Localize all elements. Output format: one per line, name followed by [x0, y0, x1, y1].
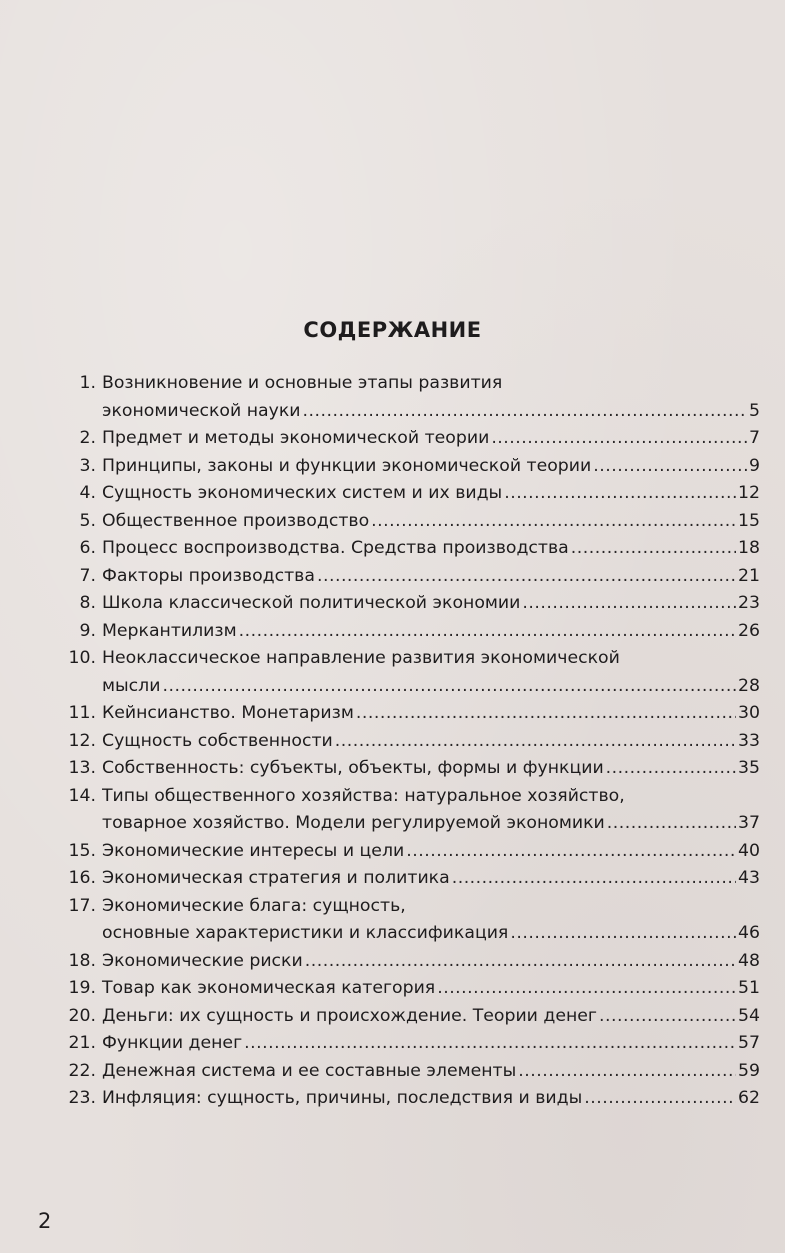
dot-leader	[504, 480, 736, 508]
dot-leader	[371, 508, 736, 536]
toc-entry-title-line: Общественное производство	[102, 510, 370, 531]
toc-entry-number: 22.	[68, 1060, 96, 1081]
toc-entry-title-line: Экономическая стратегия и политика	[102, 868, 450, 888]
dot-leader	[510, 920, 736, 948]
toc-entry-page: 57	[738, 1033, 760, 1053]
dot-leader	[593, 453, 747, 481]
toc-entry-title-line: Экономические риски	[102, 950, 303, 971]
toc-entry-number: 11.	[68, 703, 96, 723]
toc-entry	[45, 755, 760, 783]
page-number: 2	[38, 1209, 52, 1233]
toc-entry-title-line: Процесс воспроизводства. Средства производства	[102, 538, 569, 558]
toc-entry-number: 13.	[68, 758, 96, 778]
dot-leader	[437, 975, 736, 1003]
toc-entry-title-line: Неоклассическое направление развития экономической	[102, 648, 620, 668]
toc-entry	[45, 508, 760, 536]
dot-leader	[518, 1058, 736, 1086]
toc-entry-page: 48	[738, 950, 760, 971]
toc-entry-page: 62	[738, 1088, 760, 1108]
toc-entry	[45, 948, 760, 976]
toc-entry-number: 12.	[68, 730, 96, 751]
toc-entry-page: 15	[738, 510, 760, 531]
toc-entry-title-line: Денежная система и ее составные элементы	[102, 1060, 517, 1081]
dot-leader	[335, 728, 736, 756]
toc-entry-title-line: Инфляция: сущность, причины, последствия и виды	[102, 1088, 583, 1108]
dot-leader	[571, 535, 736, 563]
toc-entry-number: 20.	[68, 1005, 96, 1026]
toc-entry-title-line: Типы общественного хозяйства: натуральное хозяйство,	[102, 785, 625, 806]
dot-leader	[607, 810, 736, 838]
toc-entry-number: 19.	[68, 978, 96, 998]
toc-entry-number: 16.	[68, 868, 96, 888]
toc-entry-number: 17.	[68, 895, 96, 916]
toc-entry-page: 30	[738, 703, 760, 723]
toc-entry-title-line: Функции денег	[102, 1033, 243, 1053]
toc-entry-page: 5	[749, 400, 760, 421]
toc-entry	[45, 1030, 760, 1058]
toc-entry	[45, 618, 760, 646]
dot-leader	[522, 590, 736, 618]
toc-entry-number: 4.	[79, 483, 96, 503]
toc-entry-page: 26	[738, 620, 760, 641]
toc-entry-number: 23.	[68, 1088, 96, 1108]
toc-entry	[45, 1058, 760, 1086]
toc-entry	[45, 893, 760, 948]
toc-entry-page: 59	[738, 1060, 760, 1081]
toc-entry-page: 43	[738, 868, 760, 888]
toc-entry-title-line: Меркантилизм	[102, 620, 237, 641]
toc-entry-title-line: Деньги: их сущность и происхождение. Теории денег	[102, 1005, 597, 1026]
toc-entry	[45, 590, 760, 618]
toc-entry-title-line: Принципы, законы и функции экономической теории	[102, 455, 592, 476]
dot-leader	[244, 1030, 736, 1058]
dot-leader	[239, 618, 736, 646]
toc-entry	[45, 480, 760, 508]
dot-leader	[491, 425, 747, 453]
toc-entry-title-line: Сущность экономических систем и их виды	[102, 483, 503, 503]
toc-entry-number: 15.	[68, 840, 96, 861]
dot-leader	[303, 398, 748, 426]
toc-entry-title-line: товарное хозяйство. Модели регулируемой экономики	[102, 813, 605, 833]
toc-entry-title-line: мысли	[102, 675, 161, 696]
toc-entry-page: 28	[738, 675, 760, 696]
toc-entry-page: 37	[738, 813, 760, 833]
toc-entry-title-line: Собственность: субъекты, объекты, формы и функции	[102, 758, 604, 778]
toc-entry-page: 21	[738, 565, 760, 586]
dot-leader	[356, 700, 736, 728]
toc-heading: СОДЕРЖАНИЕ	[303, 318, 482, 342]
toc-entry-page: 35	[738, 758, 760, 778]
toc-entry-number: 6.	[79, 538, 96, 558]
toc-entry-page: 18	[738, 538, 760, 558]
toc-entry	[45, 700, 760, 728]
dot-leader	[406, 838, 736, 866]
toc-entry-page: 23	[738, 593, 760, 613]
toc-entry	[45, 563, 760, 591]
toc-entry-number: 14.	[68, 785, 96, 806]
toc-entry-number: 9.	[79, 620, 96, 641]
toc-entry-page: 12	[738, 483, 760, 503]
toc-entry-page: 54	[738, 1005, 760, 1026]
toc-entry	[45, 370, 760, 425]
dot-leader	[584, 1085, 736, 1113]
toc-entry-number: 2.	[79, 428, 96, 448]
toc-entry-title-line: Экономические блага: сущность,	[102, 895, 406, 916]
toc-entry-page: 40	[738, 840, 760, 861]
toc-entry-number: 21.	[68, 1033, 96, 1053]
dot-leader	[317, 563, 736, 591]
dot-leader	[452, 865, 736, 893]
toc-entry-title-line: Товар как экономическая категория	[102, 978, 436, 998]
toc-entry-number: 1.	[79, 373, 96, 393]
toc-entry-number: 10.	[68, 648, 96, 668]
dot-leader	[305, 948, 736, 976]
toc-entry	[45, 453, 760, 481]
dot-leader	[606, 755, 736, 783]
toc-entry-title-line: Факторы производства	[102, 565, 315, 586]
toc-entry	[45, 1003, 760, 1031]
toc-entry-page: 7	[749, 428, 760, 448]
toc-entry	[45, 783, 760, 838]
toc-entry	[45, 1085, 760, 1113]
toc-entry	[45, 838, 760, 866]
toc-entry	[45, 975, 760, 1003]
toc-entry	[45, 645, 760, 700]
dot-leader	[162, 673, 736, 701]
toc-entry-title-line: Экономические интересы и цели	[102, 840, 405, 861]
toc-entry	[45, 535, 760, 563]
toc-entry-title-line: Предмет и методы экономической теории	[102, 428, 490, 448]
toc-entry	[45, 728, 760, 756]
toc-entry	[45, 425, 760, 453]
toc-entry-page: 46	[738, 923, 760, 943]
toc-entry	[45, 865, 760, 893]
toc-entry-title-line: Кейнсианство. Монетаризм	[102, 703, 354, 723]
toc-entry-number: 5.	[79, 510, 96, 531]
toc-entry-number: 18.	[68, 950, 96, 971]
toc-entry-number: 3.	[79, 455, 96, 476]
table-of-contents	[45, 370, 760, 1113]
toc-entry-title-line: Школа классической политической экономии	[102, 593, 521, 613]
toc-entry-title-line: Сущность собственности	[102, 730, 333, 751]
dot-leader	[599, 1003, 736, 1031]
toc-entry-number: 8.	[79, 593, 96, 613]
toc-entry-number: 7.	[79, 565, 96, 586]
toc-entry-page: 51	[738, 978, 760, 998]
toc-entry-title-line: Возникновение и основные этапы развития	[102, 373, 503, 393]
toc-entry-title-line: основные характеристики и классификация	[102, 923, 509, 943]
toc-entry-page: 9	[749, 455, 760, 476]
toc-entry-page: 33	[738, 730, 760, 751]
toc-entry-title-line: экономической науки	[102, 400, 301, 421]
